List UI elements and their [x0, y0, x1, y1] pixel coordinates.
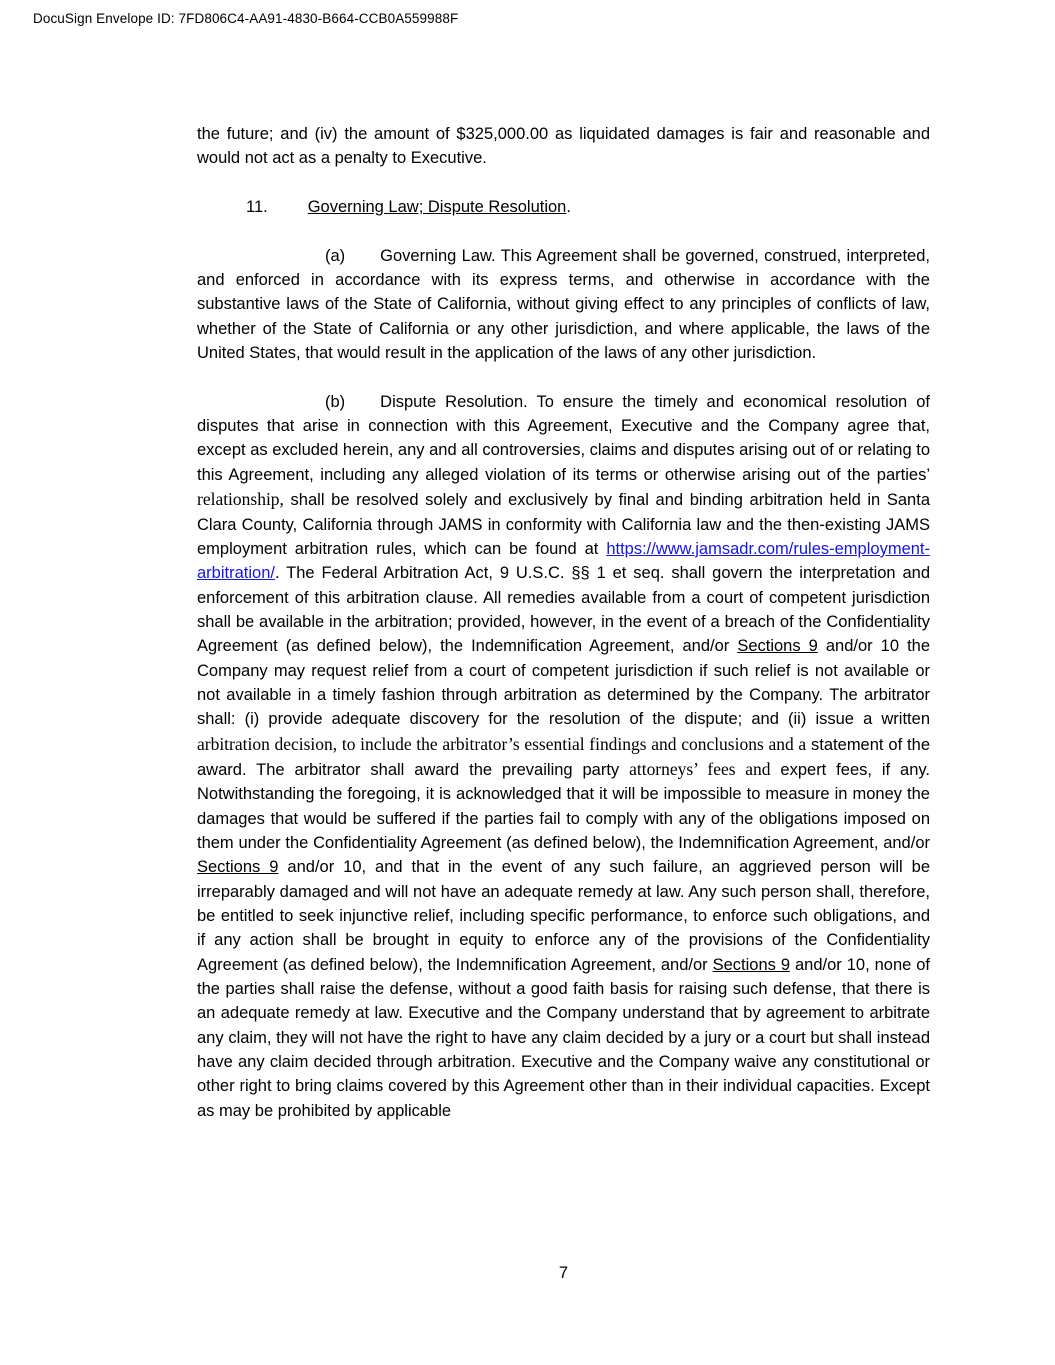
section-number: 11. — [246, 198, 268, 217]
paragraph-b-label: (b) — [325, 392, 346, 411]
section-title: Governing Law; Dispute Resolution — [307, 198, 567, 217]
text-run: Sections 9 — [737, 637, 818, 656]
paragraph-a-text — [197, 247, 930, 362]
document-content — [197, 122, 930, 1123]
text-run: and/or 10, and that in the event of any such failure, an aggrieved person will be irreparably damaged and will not have an adequate remedy at law. Any such person shall, therefore, be entitled to seek injunctive relief, including specific performance, to enforce such obligations, and if any action shall be brought in equity to enforce any of the provisions of the Confidentiality Agreement (as defined below), the Indemnification Agreement, and/or — [197, 858, 931, 974]
text-run: . The Federal Arbitration Act, 9 U.S.C. §§ 1 et seq. shall govern the interpretation and enforcement of this arbitration clause. All remedies available from a court of competent jurisdiction shall be available in the arbitration; provided, however, in the event of a breach of the Confidentiality Agreement (as defined below), the Indemnification Agreement, and/or — [197, 564, 930, 656]
text-run: Dispute Resolution. To ensure the timely and economical resolution of disputes that arise in connection with this Agreement, Executive and the Company agree that, except as excluded herein, any and all controversies, claims and disputes arising out of or relating to this Agreement, including any alleged violation of its terms or otherwise arising out of the parties’ — [197, 392, 930, 484]
text-run: Governing Law. This Agreement shall be governed, construed, interpreted, and enforced in accordance with its express terms, and otherwise in accordance with the substantive laws of the State of California, without giving effect to any principles of conflicts of law, whether of the State of California or any other jurisdiction, and where applicable, the laws of the United States, that would result in the application of the laws of any other jurisdiction. — [197, 246, 930, 363]
text-run: and/or 10, none of the parties shall raise the defense, without a good faith basis for raising such defense, that there is an adequate remedy at law. Executive and the Company understand that by agreement to arbitrate any claim, they will not have the right to have any claim decided by a jury or a court but shall instead have any claim decided through arbitration. Executive and the Company waive any constitutional or other right to bring claims covered by this Agreement other than in their individual capacities. Except as may be prohibited by applicable — [197, 955, 931, 1120]
section-title-period: . — [566, 198, 571, 217]
jams-rules-hyperlink[interactable]: https://www.jamsadr.com/rules-employment-arbitration/ — [197, 539, 930, 583]
paragraph-b — [197, 390, 930, 1123]
section-heading — [197, 195, 930, 219]
text-run: Sections 9 — [197, 858, 279, 877]
text-run: relationship, — [197, 489, 284, 510]
text-run: expert fees, if any. Notwithstanding the foregoing, it is acknowledged that it will be impossible to measure in money the damages that would be suffered if the parties fail to comply with any of the obligations imposed on them under the Confidentiality Agreement (as defined below), the Indemnification Agreement, and/or — [197, 760, 930, 852]
paragraph-intro: the future; and (iv) the amount of $325,000.00 as liquidated damages is fair and reasonable and would not act as a penalty to Executive. — [197, 125, 930, 168]
paragraph-b-text — [197, 393, 930, 1120]
text-run: shall be resolved solely and exclusively by final and binding arbitration held in Santa Clara County, California through JAMS in conformity with California law and the then-existing JAMS employment arbitration rules, which can be found at — [197, 491, 930, 558]
page-number: 7 — [558, 1264, 569, 1282]
paragraph-a-label: (a) — [325, 246, 346, 265]
paragraph-a — [197, 244, 930, 366]
text-run: attorneys’ fees and — [629, 758, 771, 779]
docusign-envelope-id: DocuSign Envelope ID: 7FD806C4-AA91-4830-B664-CCB0A559988F — [33, 11, 459, 26]
text-run: statement of the award. The arbitrator shall award the prevailing party — [197, 735, 930, 779]
text-run: and/or 10 the Company may request relief from a court of competent jurisdiction if such relief is not available or not available in a timely fashion through arbitration as determined by the Company. The arbitrator shall: (i) provide adequate discovery for the resolution of the dispute; and (ii) issue a written — [197, 637, 931, 729]
text-run: arbitration decision, to include the arbitrator’s essential findings and conclusions and a — [197, 733, 807, 754]
text-run: Sections 9 — [712, 955, 791, 974]
